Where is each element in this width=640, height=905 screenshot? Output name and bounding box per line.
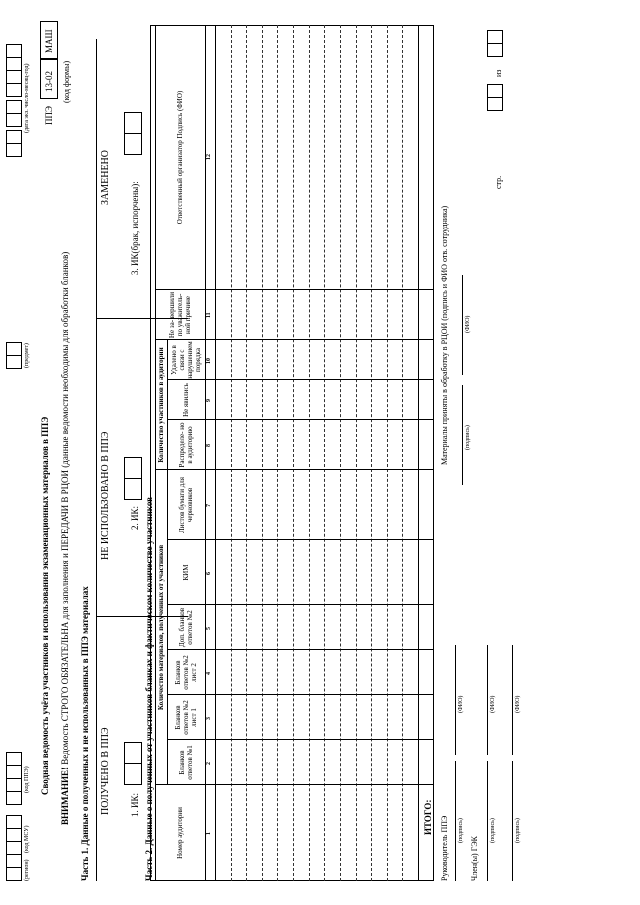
head-ppe-label: Руководитель ППЭ <box>440 815 449 881</box>
col-header-12: Ответственный организатор Подпись (ФИО) <box>176 90 184 225</box>
col-header-2: Бланков ответов №1 <box>178 745 194 780</box>
form-code-label: (код формы) <box>62 60 71 103</box>
ik3-label: 3. ИК(брак, испорчены): <box>130 181 140 275</box>
col-header-1: Номер аудитории <box>176 807 184 859</box>
table-row-line <box>356 25 357 881</box>
main-title: Сводная ведомость учёта участников и использования экзаменационных материалов в ППЭ <box>40 416 50 795</box>
part2-title: Часть 2. Данные о полученных от участников бланках и фактическом количестве участников <box>144 497 154 881</box>
table-row-line <box>309 25 310 881</box>
table-row-line <box>371 25 372 881</box>
rcoi-text: Материалы приняты в обработку в РЦОИ (подпись и ФИО отв. сотрудника) <box>440 205 449 465</box>
col-header-7: Листов бумаги для черновиков <box>178 477 194 533</box>
attention-rest: Ведомость СТРОГО ОБЯЗАТЕЛЬНА для заполнения и ПЕРЕДАЧИ В РЦОИ (данные ведомости необходимы для обработки бланков) <box>60 251 70 765</box>
table-row-line <box>340 25 341 881</box>
col-num-5: 5 <box>206 627 212 630</box>
col-header-11: Не за- вершили по уважитель- ной причине <box>168 291 192 339</box>
gek-fio-caption: (ФИО) <box>490 695 496 713</box>
table-row-line <box>262 25 263 881</box>
col-header-3: Бланков ответов №2 лист 1 <box>174 700 198 735</box>
replaced-header: ЗАМЕНЕНО <box>100 149 111 205</box>
col-header-8: Распределе- но в аудиторию <box>178 422 194 468</box>
gek-label: Член(ы) ГЭК <box>470 836 479 881</box>
col-header-6: КИМ <box>182 564 190 581</box>
group-materials-header: Количество материалов, полученных от участников <box>157 544 165 711</box>
col-num-2: 2 <box>206 762 212 765</box>
col-num-4: 4 <box>206 672 212 675</box>
not-used-header: НЕ ИСПОЛЬЗОВАНО В ППЭ <box>100 431 111 560</box>
table-column-line <box>167 649 434 650</box>
col-num-9: 9 <box>206 399 212 402</box>
table-row-line <box>402 25 403 881</box>
col-header-5: Доп. бланков ответов №2 <box>178 607 194 648</box>
page-total-box-2[interactable] <box>487 30 503 44</box>
col-num-6: 6 <box>206 572 212 575</box>
table-row-line <box>324 25 325 881</box>
table-row-line <box>277 25 278 881</box>
col-header-4: Бланков ответов №2 лист 2 <box>174 655 198 690</box>
table-column-line <box>167 539 434 540</box>
ik2-label: 2. ИК: <box>130 505 140 530</box>
col-header-9: Не явились <box>182 383 190 417</box>
table-row-line <box>246 25 247 881</box>
gek-fio-caption-2: (ФИО) <box>515 695 521 713</box>
rcoi-fio-caption: (ФИО) <box>465 315 471 333</box>
table-column-line <box>167 419 434 420</box>
subject-label: (предмет) <box>24 343 30 368</box>
table-column-line <box>167 694 434 695</box>
col-num-3: 3 <box>206 717 212 720</box>
col-num-10: 10 <box>206 358 212 364</box>
region-label: (регион) <box>24 859 30 881</box>
head-ppe-fio-caption: (ФИО) <box>458 695 464 713</box>
part1-title: Часть 1. Данные о полученных и не использованных в ППЭ материалах <box>80 586 90 881</box>
gek-signature-caption: (подпись) <box>490 818 496 843</box>
head-ppe-signature-caption: (подпись) <box>458 818 464 843</box>
page-number-box[interactable] <box>487 97 503 111</box>
ppe-code-label: (код ППЭ) <box>24 766 30 793</box>
col-header-10: Удалено в связи с нарушением порядка <box>170 341 202 379</box>
received-header: ПОЛУЧЕНО В ППЭ <box>100 727 111 815</box>
table-row-line <box>231 25 232 881</box>
page-total-box[interactable] <box>487 43 503 57</box>
rcoi-signature-caption: (подпись) <box>465 425 471 450</box>
col-num-1: 1 <box>206 832 212 835</box>
of-label: из <box>494 69 503 77</box>
table-column-line <box>167 604 434 605</box>
col-num-12: 12 <box>206 154 212 160</box>
table-column-line <box>167 379 434 380</box>
form-number: 13-02 <box>44 71 54 92</box>
table-row-line <box>293 25 294 881</box>
ppe-text: ППЭ <box>44 106 54 125</box>
col-num-8: 8 <box>206 444 212 447</box>
form-suffix: МАШ <box>44 29 54 53</box>
col-num-11: 11 <box>206 312 212 318</box>
attention-bold: ВНИМАНИЕ! <box>60 767 70 825</box>
msu-label: (код МСУ) <box>24 825 30 853</box>
total-label: ИТОГО: <box>423 799 433 835</box>
gek-signature-caption-2: (подпись) <box>515 818 521 843</box>
table-column-line <box>167 739 434 740</box>
group-participants-header: Количество участников в аудитории <box>157 347 165 463</box>
col-num-7: 7 <box>206 504 212 507</box>
page-number-box-2[interactable] <box>487 84 503 98</box>
date-label: (дата экз. число-месяц-год) <box>24 63 30 133</box>
table-row-line <box>387 25 388 881</box>
page-label: стр. <box>494 175 503 189</box>
ik1-label: 1. ИК: <box>130 792 140 817</box>
